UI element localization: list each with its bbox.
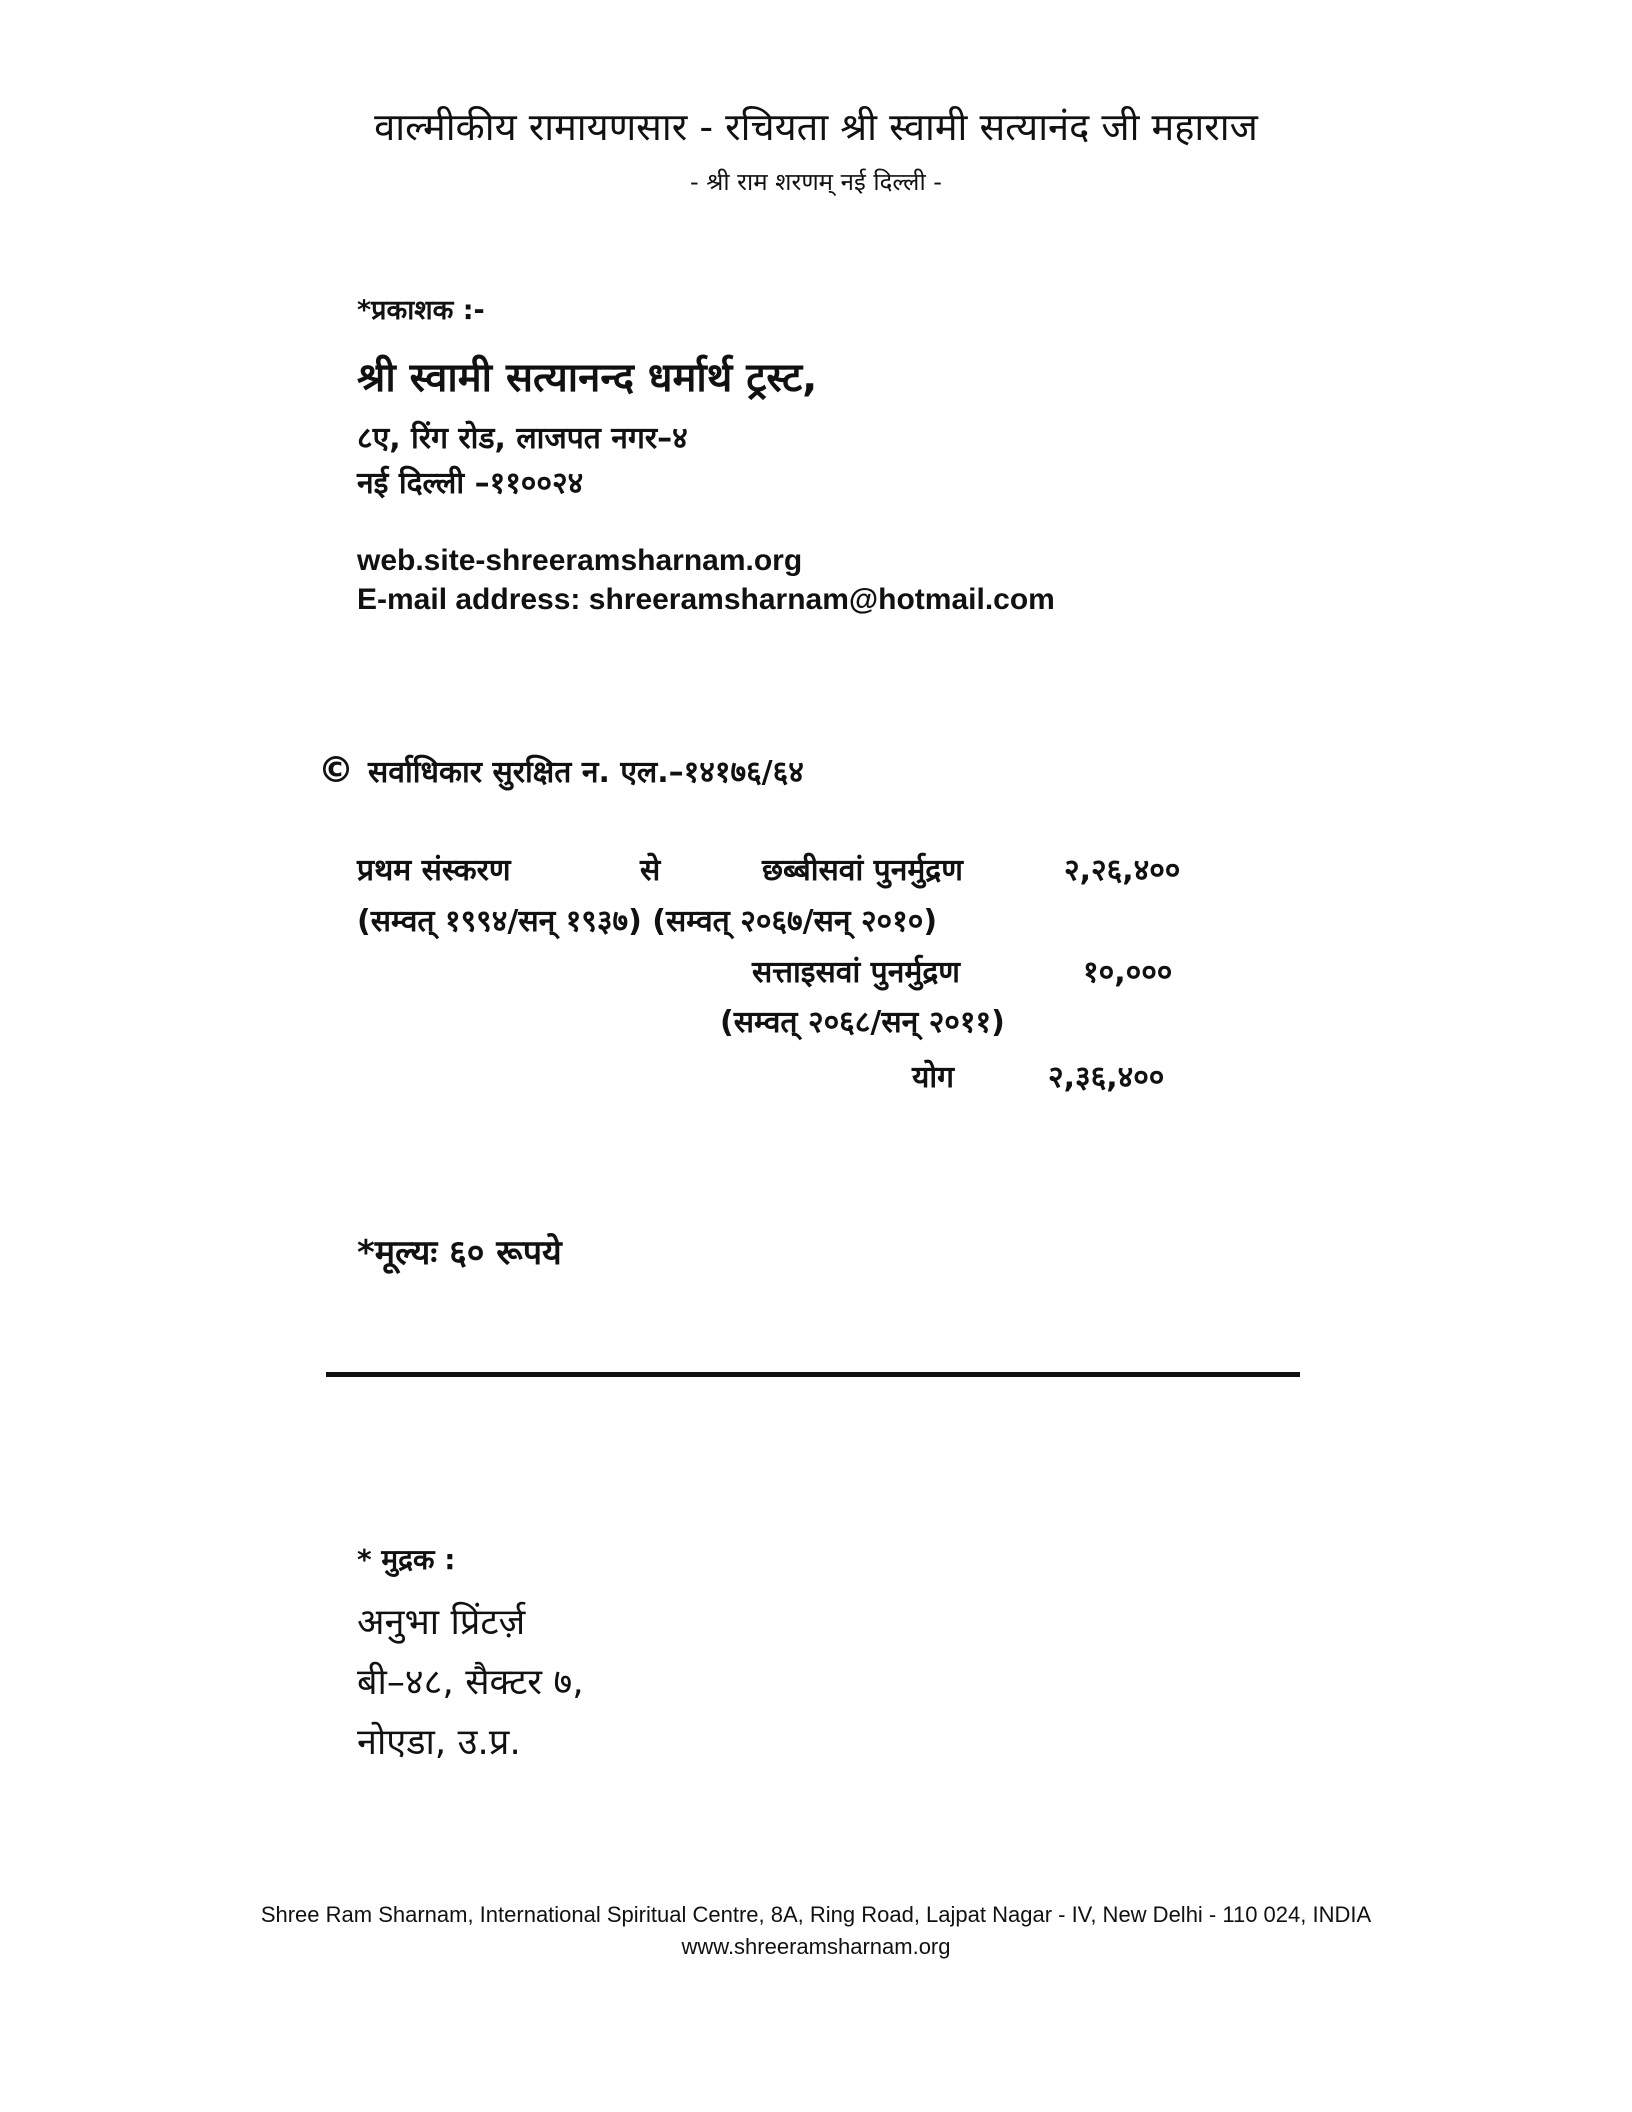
edition-total-label: योग xyxy=(912,1060,955,1095)
edition-27th-reprint-count: १०,००० xyxy=(1083,955,1173,990)
printer-address1: बी–४८, सैक्टर ७, xyxy=(357,1662,584,1703)
publisher-address-line2: नई दिल्ली –११००२४ xyxy=(357,466,584,501)
edition-total-count: २,३६,४०० xyxy=(1048,1060,1165,1095)
footer-address: Shree Ram Sharnam, International Spiritual Centre, 8A, Ring Road, Lajpat Nagar - IV, New Delhi - 110 024, INDIA xyxy=(260,1902,1372,1927)
publisher-website: web.site-shreeramsharnam.org xyxy=(357,544,803,577)
edition-27th-reprint-year: (सम्वत् २०६८/सन् २०११) xyxy=(720,1005,1005,1040)
printer-address2: नोएडा, उ.प्र. xyxy=(357,1722,521,1763)
copyright-notice xyxy=(318,750,804,791)
publisher-address-line1: ८ए, रिंग रोड, लाजपत नगर–४ xyxy=(357,421,688,456)
page-title: वाल्मीकीय रामायणसार - रचियता श्री स्वामी सत्यानंद जी महाराज xyxy=(374,105,1258,149)
printer-label: * मुद्रक : xyxy=(357,1543,456,1576)
copyright-text: सर्वाधिकार सुरक्षित न. एल.–१४१७६/६४ xyxy=(368,755,804,790)
publisher-email: E-mail address: shreeramsharnam@hotmail.com xyxy=(357,583,1055,616)
edition-26th-reprint-label: छब्बीसवां पुनर्मुद्रण xyxy=(762,853,963,888)
edition-years-range: (सम्वत् १९९४/सन् १९३७) (सम्वत् २०६७/सन् २०१०) xyxy=(357,904,938,939)
page-subtitle: - श्री राम शरणम् नई दिल्ली - xyxy=(690,168,942,196)
price: *मूल्यः ६० रूपये xyxy=(357,1233,562,1273)
edition-26th-reprint-count: २,२६,४०० xyxy=(1064,853,1181,888)
edition-first-label: प्रथम संस्करण xyxy=(357,853,511,888)
edition-27th-reprint-label: सत्ताइसवां पुनर्मुद्रण xyxy=(752,955,960,990)
copyright-icon: © xyxy=(318,750,354,791)
edition-to-label: से xyxy=(640,853,661,888)
publisher-name: श्री स्वामी सत्यानन्द धर्मार्थ ट्रस्ट, xyxy=(357,355,818,401)
footer-website: www.shreeramsharnam.org xyxy=(681,1934,951,1959)
publisher-label: *प्रकाशक :- xyxy=(357,295,485,326)
printer-name: अनुभा प्रिंटर्ज़ xyxy=(357,1602,526,1643)
divider xyxy=(326,1372,1300,1377)
